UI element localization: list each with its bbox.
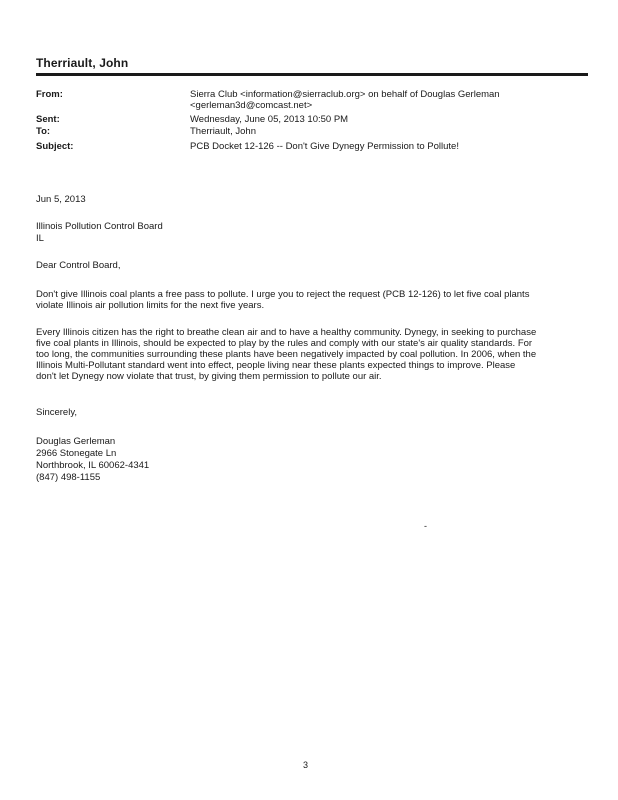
page-number: 3: [303, 760, 309, 770]
stray-mark: -: [424, 521, 427, 531]
signature-street: 2966 Stonegate Ln: [36, 448, 117, 459]
from-value-line1: Sierra Club <information@sierraclub.org> on behalf of Douglas Gerleman: [190, 89, 500, 100]
salutation: Dear Control Board,: [36, 260, 121, 271]
paragraph2-line2: five coal plants in Illinois, should be expected to play by the rules and comply with our state's air quality standards. For: [36, 338, 533, 349]
signature-phone: (847) 498-1155: [36, 472, 101, 483]
to-value: Therriault, John: [190, 126, 257, 137]
paragraph1-line2: violate Illinois air pollution limits for the next five years.: [36, 300, 265, 311]
recipient-line2: IL: [36, 233, 44, 244]
paragraph2-line3: too long, the communities surrounding these plants have been negatively impacted by coal pollution. In 2006, when the: [36, 349, 537, 360]
from-label: From:: [36, 89, 63, 100]
signature-city: Northbrook, IL 60062-4341: [36, 460, 150, 471]
paragraph2-line4: Illinois Multi-Pollutant standard went into effect, people living near these plants expected things to improve. Please: [36, 360, 516, 371]
to-label: To:: [36, 126, 51, 137]
from-value-line2: <gerleman3d@comcast.net>: [190, 100, 313, 111]
paragraph1-line1: Don't give Illinois coal plants a free pass to pollute. I urge you to reject the request (PCB 12-126) to let five coal plants: [36, 289, 530, 300]
paragraph2-line5: don't let Dynegy now violate that trust, by giving them permission to pollute our air.: [36, 371, 382, 382]
paragraph2-line1: Every Illinois citizen has the right to breathe clean air and to have a healthy community. Dynegy, in seeking to purchase: [36, 327, 537, 338]
closing: Sincerely,: [36, 407, 78, 418]
signature-name: Douglas Gerleman: [36, 436, 116, 447]
sent-label: Sent:: [36, 114, 60, 125]
subject-label: Subject:: [36, 141, 74, 152]
mailbox-owner-name: Therriault, John: [36, 56, 129, 70]
subject-value: PCB Docket 12-126 -- Don't Give Dynegy Permission to Pollute!: [190, 141, 459, 152]
header-divider: [36, 73, 588, 76]
letter-date: Jun 5, 2013: [36, 194, 86, 205]
recipient-line1: Illinois Pollution Control Board: [36, 221, 163, 232]
sent-value: Wednesday, June 05, 2013 10:50 PM: [190, 114, 349, 125]
